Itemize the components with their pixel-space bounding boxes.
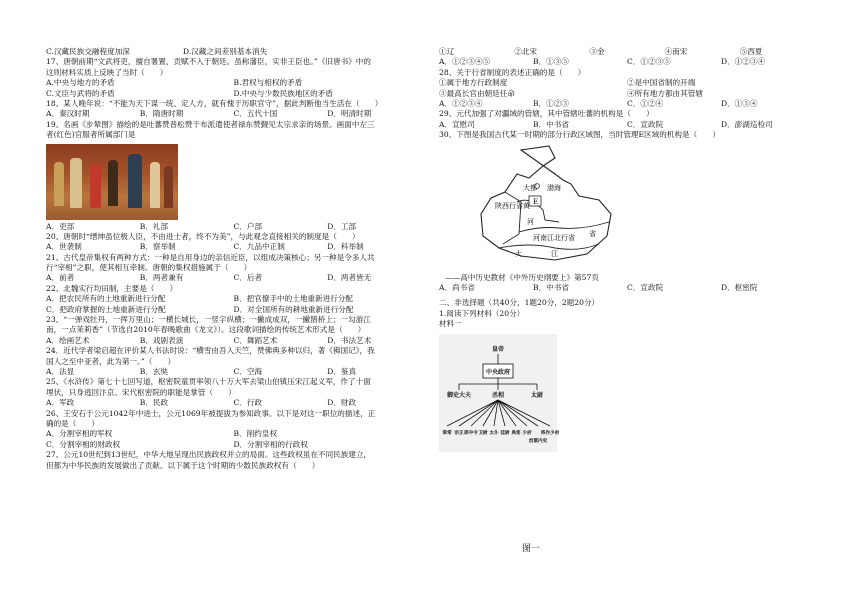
option: ⑤西夏 (739, 47, 763, 56)
question-19: 19、名画《步辇图》描绘的是吐蕃赞普松赞干布派遣使者禄东赞觐见太宗求亲的场景。画面中左三 (46, 119, 375, 129)
option: D．①②③④ (721, 57, 766, 67)
chart-svg (439, 334, 560, 452)
option: B．察举制 (139, 242, 176, 252)
province-border (503, 192, 521, 244)
text-line: C.汉藏民族交融程度加深 D.汉藏之间差别基本消失 (46, 47, 268, 56)
option: D．财政 (327, 398, 357, 408)
figure-shape (108, 160, 118, 206)
question-24: 24．近代学者梁启超在评价某人书法时说：“横雪由吾入天竺，赞佛典多种以归，著《佛国记》，我 (46, 346, 375, 356)
option: D．工部 (327, 221, 357, 231)
option: C．宣政院 (627, 282, 664, 292)
map-label: 河南江北行省 (533, 233, 575, 242)
chart-leaf: 少府 (522, 431, 532, 437)
option: B．礼部 (139, 221, 169, 231)
figure-shape (128, 154, 142, 208)
option: A．把农民所有的土地重新进行分配 (46, 294, 166, 304)
chart-leaf: 将作少府 (540, 431, 560, 437)
chart-leaf: 宗正 (454, 431, 464, 437)
question-21: 行“宰相”之职，使其相互牵制。唐朝的集权措施属于（ ） (46, 263, 252, 273)
option: D．①③④ (721, 98, 758, 108)
question-30: 30、下图是我国古代某一时期的部分行政区域图，当时管理E区域的机构是（ ） (439, 130, 720, 140)
option: D．书法艺术 (327, 335, 372, 345)
chart-node: 中央政府 (485, 369, 511, 377)
right-column (439, 48, 815, 454)
option: D．两者皆无 (327, 273, 372, 283)
figure-shape (150, 162, 160, 208)
chart-node: 皇帝 (491, 346, 505, 354)
figure-shape (90, 164, 101, 208)
option: C．①②④ (627, 98, 664, 108)
map-label: E (533, 197, 539, 206)
option: D．枢密院 (721, 282, 758, 292)
question-23: 南，一点茉莉香”（节选自2010年春晚歌曲《龙文》）。这段歌词描绘的传统艺术形式是（ ） (46, 325, 366, 335)
option: B．把官僚手中的土地重新进行分配 (233, 294, 353, 304)
option: C．户部 (233, 221, 263, 231)
option: C．把政府掌握的土地重新进行分配 (46, 304, 166, 314)
option: ④所有地方都由其管辖 (627, 88, 703, 98)
chart-leaf: 奉常 (442, 431, 452, 437)
question-29: 29、元代加强了对疆域的管辖，其中管辖吐蕃的机构是（ ） (439, 109, 654, 119)
option: C．①②③⑤ (627, 57, 671, 67)
question-21: 21、古代皇帝集权有两种方式：一种是自用身边的亲信近臣，以组成决策核心；另一种是令多人共 (46, 252, 375, 262)
question-25: 埋伏，只身逃回汴京。宋代枢密院的职能是掌管（ ） (46, 387, 236, 397)
map-label: 大 (515, 249, 522, 258)
question-23: 23、“一弹戏牡丹，一挥万里山；一横长城长，一竖字纵横；一撇成成双，一撇鹊桥上；一勾游江 (46, 315, 371, 325)
option: B．①②③ (533, 98, 569, 108)
chart-node: 太尉 (530, 392, 544, 400)
option: D．对全国所有的耕地重新进行分配 (233, 304, 354, 314)
option: D．澎湖巡检司 (721, 119, 773, 129)
map-label: 大都 (523, 183, 537, 192)
map-label: 渤海 (547, 183, 561, 192)
question-27: 但都为中华民族的发展做出了贡献。以下属于这个时期的少数民族政权有（ ） (46, 460, 320, 470)
question-26: 确的是（ ） (46, 418, 100, 428)
option: ③金 (589, 47, 605, 56)
option: B．①③⑤ (533, 57, 569, 67)
chart-leaf: 廷尉 (500, 431, 510, 437)
option: B．隋唐时期 (139, 109, 184, 119)
option: B．民政 (139, 398, 169, 408)
option: A．军政 (46, 398, 75, 408)
option: A.中央与地方的矛盾 (46, 78, 115, 88)
option: ①辽 (439, 47, 455, 56)
left-column (46, 48, 421, 472)
question-28: 28、关于行省制度的表述正确的是（ ） (439, 67, 586, 77)
option: B．削约皇权 (233, 429, 278, 439)
option: A．①②③④ (439, 98, 483, 108)
figure-shape (54, 162, 64, 206)
map-label: 黄 (523, 201, 530, 210)
question-27: 27、公元10世纪到13世纪，中华大地呈现出民族政权并立的局面。这些政权虽在不同民族建立， (46, 450, 372, 460)
option: A．①②③④⑤ (439, 57, 491, 67)
option: A．绘画艺术 (46, 335, 90, 345)
question-26: 26、王安石于公元1042年中进士，公元1069年被提拔为参知政事。以下是对这一职位的描述，正 (46, 408, 376, 418)
option: D.中央与少数民族地区的矛盾 (233, 88, 333, 98)
option: A．前者 (46, 273, 75, 283)
yuan-map (459, 144, 614, 272)
option: ④南宋 (664, 47, 688, 56)
map-label: 河 (527, 217, 534, 226)
instruction: 1.阅读下列材料（20分） (439, 308, 525, 318)
chart-leaf: 卫尉 (478, 431, 488, 437)
map-source: ——高中历史教材《中外历史纲要上》第57页 (445, 272, 599, 282)
text-line: 17、唐朝前期“文武将吏，擅自署置，贡赋不入于朝廷。虽称藩臣，实非王臣也。”《旧唐书》中的 (46, 57, 371, 67)
government-chart (439, 334, 560, 452)
chart-node: 御史大夫 (446, 392, 472, 400)
option: A．秦汉时期 (46, 109, 90, 119)
option: C．舞蹈艺术 (233, 335, 278, 345)
option: C．宣政院 (627, 119, 664, 129)
material-label: 材料一 (439, 319, 462, 329)
option: ①属于地方行政制度 (439, 78, 508, 88)
map-label: 陕西行省 (495, 201, 523, 210)
text-line: 这则材料实质上反映了当时（ ） (46, 67, 168, 77)
map-svg (459, 144, 614, 272)
option: B．戏剧表演 (139, 335, 184, 345)
chart-leaf: 典客 (511, 431, 521, 437)
q25-options (46, 399, 421, 409)
figure-shape (164, 166, 173, 208)
option: C．后者 (233, 273, 263, 283)
question-20: 20、唐朝时“缙绅虽位极人臣，不由进士者，终不为美”，与此观念直接相关的制度是（ ） (46, 231, 360, 241)
option: C．分割宰相的财政权 (46, 439, 121, 449)
map-label: 江 (551, 249, 558, 258)
figure-caption: 图一 (522, 544, 541, 554)
option: B.君权与相权的矛盾 (233, 78, 303, 88)
option: B．中书省 (533, 119, 569, 129)
option: D．鉴真 (327, 366, 357, 376)
option: C．空海 (233, 366, 263, 376)
option: D．明清时期 (327, 109, 372, 119)
question-18: 18、某人晚年说：“不能为天下谋一统、定人方，就有愧于历职官守”，据此判断他当生活在（ ） (46, 98, 383, 108)
option: A．分割宰相的军权 (46, 429, 113, 439)
option: D．科举制 (327, 242, 364, 252)
option: B．中书省 (533, 282, 569, 292)
section-heading: 二、非选择题（共40分，1题20分，2题20分） (439, 298, 600, 308)
option: A．法显 (46, 366, 75, 376)
option: ③最高长官由朝廷任命 (439, 88, 515, 98)
painting-image (46, 144, 178, 220)
q30-options (439, 284, 815, 294)
option: ②北宋 (514, 47, 537, 56)
option: A．吏部 (46, 221, 75, 231)
option: ②是中国省制的开端 (627, 78, 696, 88)
q28-items (439, 79, 815, 89)
question-25: 25、《水浒传》第七十七回写道，枢密院童贯率领八十万大军去梁山伯镇压宋江起义军，作了十面 (46, 377, 371, 387)
chart-leaf: 郎中令 (464, 431, 478, 437)
yangtze-river (499, 244, 599, 249)
option: A．宣慰司 (439, 119, 475, 129)
option: C.文臣与武将的矛盾 (46, 88, 115, 98)
chart-node: 丞相 (491, 392, 505, 400)
option: C．行政 (233, 398, 263, 408)
option: D．分割宰相的行政权 (233, 439, 308, 449)
option: B．玄奘 (139, 366, 169, 376)
chart-leaf: 治粟内史 (528, 439, 548, 445)
option: C．九品中正制 (233, 242, 285, 252)
q17-options (46, 79, 421, 89)
question-19: 者(红色)官服者所属部门是 (46, 130, 136, 140)
option: C．五代十国 (233, 109, 278, 119)
option: B．两者兼有 (139, 273, 184, 283)
chart-leaf: 太仆 (489, 431, 499, 437)
question-22: 22、北魏实行均田制，主要是（ ） (46, 283, 178, 293)
map-label: 省 (589, 229, 596, 238)
figure-shape (70, 158, 82, 208)
question-24: 国人之至中亚者，此为第一。”（ ） (46, 356, 176, 366)
option: A．世袭制 (46, 242, 82, 252)
option: A．尚书省 (439, 282, 475, 292)
